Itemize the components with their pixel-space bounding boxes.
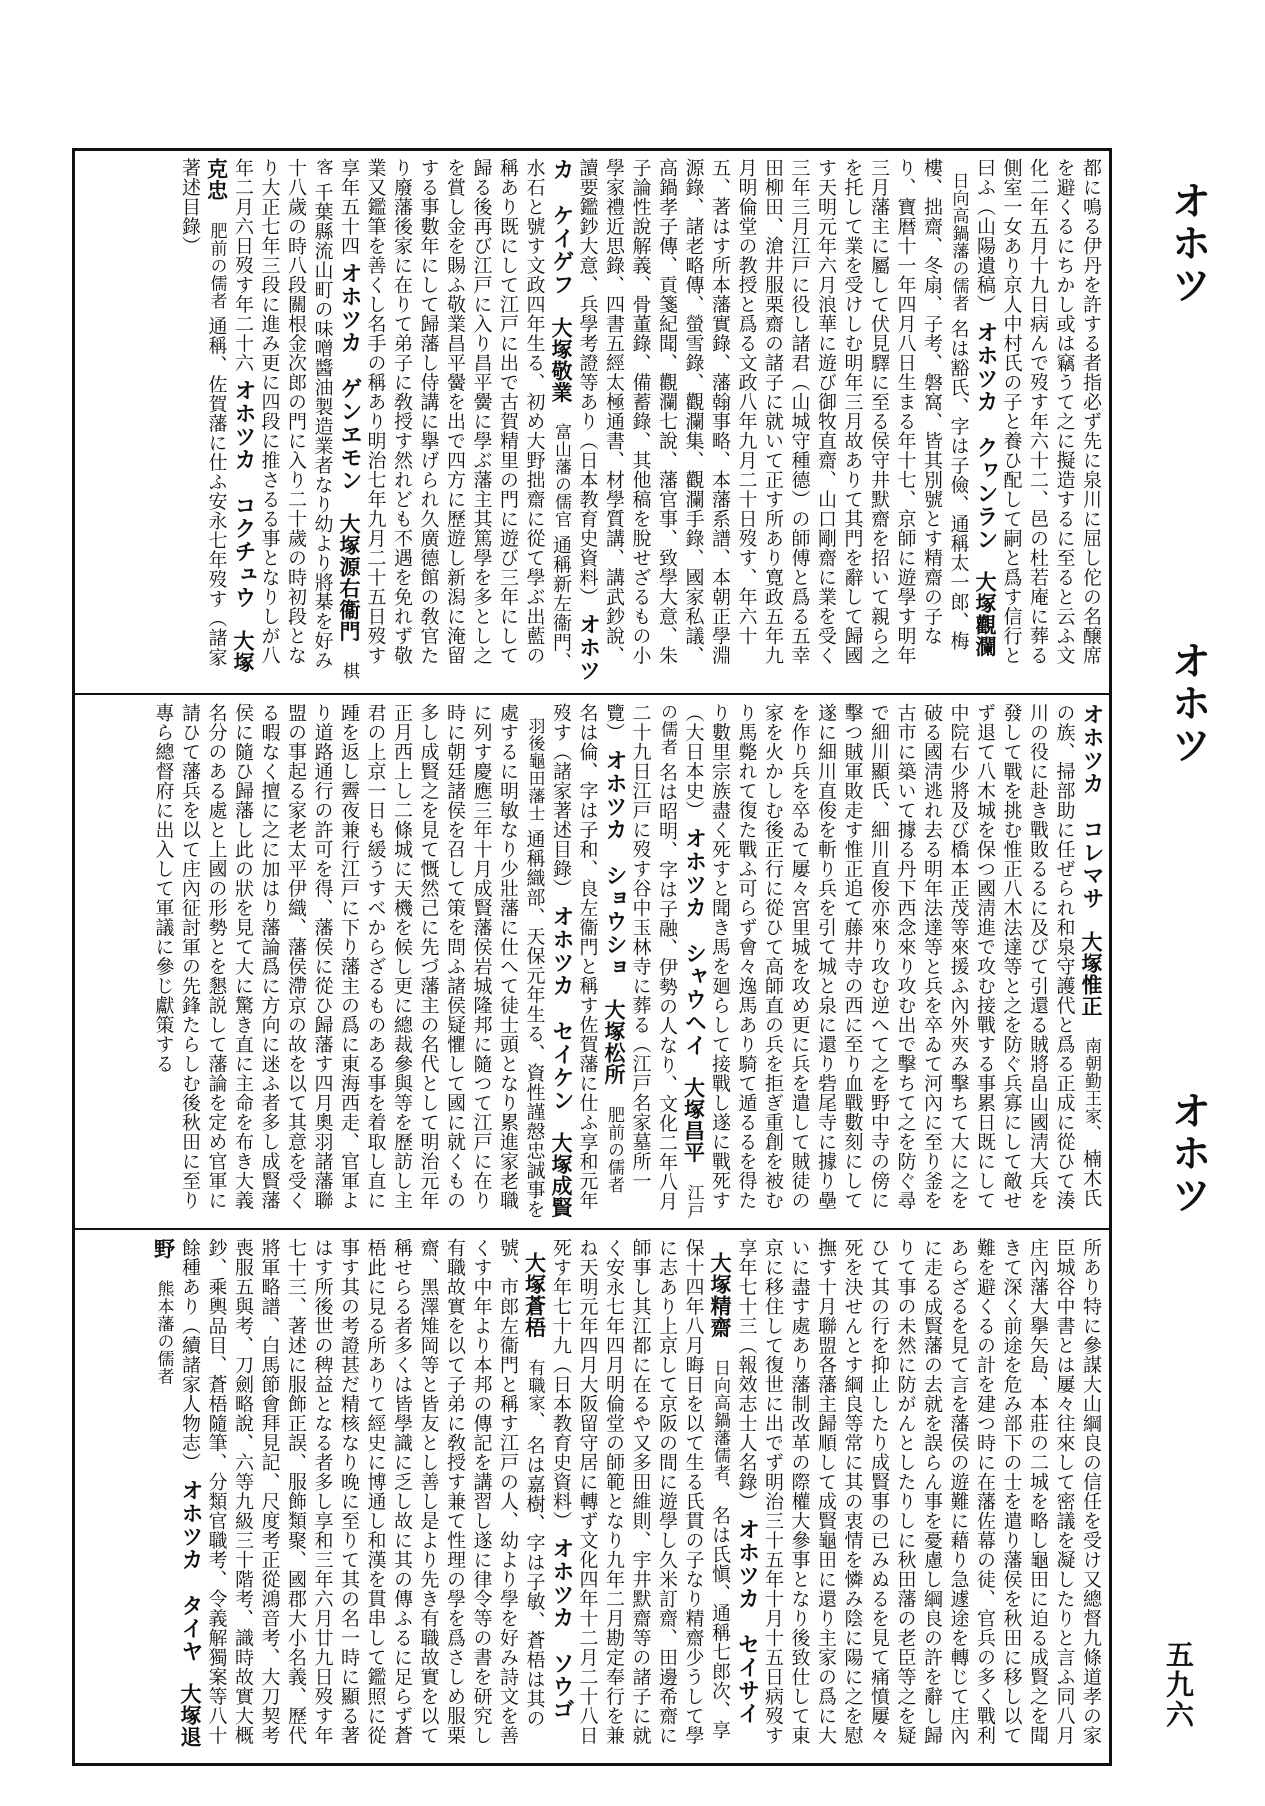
entry-name: 大塚昌平 — [681, 1077, 707, 1164]
entry-heading: オホツカ シャウヘイ — [681, 826, 707, 1057]
entry-text: 名は嘉樹、字は子敏、蒼梧は其の號、市郎左衞門と稱す江戸の人、幼より學を好み詩文を善くす中年より本邦の傳記を講習し遂に律令等の書を研究し有職故實を以て子弟に敎授す兼て性理の學を爲さしめ服栗齋、黑澤雉岡等と皆友とし善し是より先き有職故實を以て稱せらる者多くは皆學識に乏し故に其の傳ふるに足らず蒼梧此に見る所ありて經史に博通し和漢を貫串して鑑照に從事す其の考證甚だ精核なり晚に至りて其の名一時に顯る著はす所後世の稗益となる者多し享和三年六月廿九日歿す年七十三、著述に服飾正誤、服飾類聚、國郡大小名義、歷代將軍略譜、白馬節會拜見記、尺度考正從鴻音考、大刀契考喪服五與考、刀劍略說、六等九級三十階考、識時故實大概鈔、乘輿品目、蒼梧隨筆、分類官職考、令義解獨案等八十餘種あり（續諸家人物志） — [179, 1238, 546, 1745]
entry-text: 名は倫、字は子和、良左衞門と稱す佐賀藩に仕ふ享和元年歿す（諸家著述目錄） — [550, 703, 599, 1210]
entry-name: 大塚克忠 — [204, 158, 256, 673]
entry-heading: オホツカ ゲンヱモン — [337, 262, 362, 493]
entry-origin: 富山藩の儒官 — [551, 423, 571, 529]
entry-koremasa — [683, 703, 1103, 1210]
entry-origin: 日向高鍋藩の儒者 — [948, 172, 969, 312]
entry-text: 名は豁氏、字は子儉、通稱太一郎、梅樓、拙齋、冬扇、子考、磐窩、皆其別號とす精齋の子なり、寶暦十一年四月八日生まる年十七、京師に遊學す明年三月藩主に屬して伏見驛に至る侯守井默齋を招いて親ら之を托して業を受けしむ明年三月故ありて其門を辭して歸國す天明元年六月浪華に遊び御牧直齋、山口剛齋に業を受く三年三月江戸に役し諸君（山城守種德）の師傅と爲る五幸田柳田、滄井服栗齋の諸子に就いて正す所あり寛政五年九月明倫堂の教授と爲る文政八年九月二十日歿す、年六十五、著はす所本藩實錄、藩翰事略、本藩系譜、本朝正學淵源錄、諸老略傳、螢雪錄、觀瀾集、觀瀾手錄、國家私議、高鍋孝子傳、貢箋紀聞、觀瀾七說、藩官事、致學大意、朱子論性說解義、骨董錄、備蓄錄、其他稿を脫せざるもの小學家禮近思錄、四書五經太極通書、材學質講、講武鈔說、讀要鑑鈔大意、兵學考證等あり（日本教育史資料） — [576, 158, 970, 665]
middle-panel — [76, 697, 1108, 1225]
entry-heading: オホツカ セイサイ — [734, 1517, 760, 1725]
entry-heading: オホツカ コレマサ — [1079, 703, 1104, 910]
entry-heading: オホツカ コクチュウ — [231, 379, 256, 610]
entry-heading: オホツカ セイケン — [549, 904, 574, 1112]
entry-origin: 肥前の儒者 — [604, 1105, 624, 1194]
entry-text: 千葉縣流山町の味噌醬油製造業者なり幼より將棊を好み十八歲の時八段關根金次郎の門に入り二十歲の時初段となり大正七年三段に進み更に四段に推さるる事となりしが八年二月六日歿す年二十六 — [232, 158, 334, 670]
running-head-middle: オホツ — [1165, 640, 1211, 766]
entry-seiken — [153, 703, 573, 1219]
entry-name: 大塚觀瀾 — [973, 571, 998, 658]
section-divider-1 — [72, 693, 1112, 695]
top-panel — [76, 152, 1108, 690]
entry-kwanran — [577, 158, 997, 665]
entry-text: 楠木氏の族、掃部助に任ぜられ和泉守護代と爲る正成に從ひて湊川の役に赴き戰敗るるに及びて引還る賊將畠山國淸大兵を發して戰を挑む惟正八木法達等と之を防ぐ兵寡にして敵せず退て八木城を保つ國淸進で攻む接戰する事累日既にして中院右少將及び橋本正茂等來援ふ內外夾み擊ちて大に之を破る國淸逃れ去る明年法達等と兵を卒ゐて河內に至り釜を古市に築いて據る丹下西念來り攻む出で擊ちて之を防ぐ尋で細川顯氏、細川直俊亦來り攻む逆へて之を野中寺の傍に擊つ賊軍敗走す惟正追て藤井寺の西に至り血戰數刻にして遂に細川直俊を斬り兵を引て城と泉に還り砦尾寺に據り壘を作り兵を卒ゐて屢々宮里城を攻め更に兵を遣して賊徒の家を火かしむ後正行に從ひて高師直の兵を拒ぎ重創を被むり馬斃れて復た戰ふ可らず會々逸馬あり騎て遁るるを得たり數里宗族盡く死すと聞き馬を廻らして接戰し遂に戰死す（大日本史） — [682, 703, 1102, 1210]
bottom-lead-text: 所あり特に參謀大山綱良の信任を受け又總督九條道孝の家臣城谷中書とは屢々往來して密議を凝したりと言ふ同八月庄內藩大擧矢島、本莊の二城を略し龜田に迫る成賢之を聞きて深く前途を危み部下の士を遣り藩侯を秋田に移し以て難を避くるの計を建つ時に在藩佐幕の徒、官兵の多く戰利あらざるを見て言を藩侯の遊難に藉り急遽途を轉じて庄內に走る成賢藩の去就を誤らん事を憂慮し綱良の許を辭し歸りて事の未然に防がんとしたりしに秋田藩の老臣等之を疑ひて其の行を抑止したり成賢事の已みぬるを見て痛憤屢々死を決せんとす綱良等常に其の衷情を憐み陰に陽に之を慰撫す十月聯盟各藩主歸順して成賢龜田に還り主家の爲に大いに盡す處あり藩制改革の際權大參事となり後致仕して東京に移住して復世に出でず明治三十五年十月十五日病歿す享年七十三（報效志士人名錄） — [735, 1238, 1102, 1745]
entry-heading: オホツカ ソウゴ — [549, 1537, 574, 1722]
entry-origin: 熊本藩の儒者 — [153, 1280, 174, 1386]
entry-heading: オホツカ タイヤ — [178, 1478, 203, 1663]
entry-origin: 有職家、 — [524, 1358, 545, 1429]
entry-name: 大塚惟正 — [1079, 930, 1104, 1017]
entry-text: 通稱織部、天保元年生る、資性謹慤忠誠事を處するに明敏なり少壯藩に仕へて徒士頭となり累進家老職に列す慶應三年十月成賢藩侯岩城隆邦に隨つて江戸に在り時に朝廷諸侯を召して策を問ふ諸侯疑懼して國に就くもの多し成賢之を見て慨然己に先づ藩主の名代として明治元年正月西上し二條城に天機を候し更に總裁參與等を歷訪し主君の上京一日も緩うすべからざるものある事を着取し直に踵を返し霽夜兼行江戸に下り藩主の爲に東海西走、官軍より道路通行の許可を得、藩侯に從ひ歸藩す四月奧羽諸藩聯盟の事起る家老太平伊織、藩侯滯京の故を以て其意を受くる暇なく擅に之に加はり藩論爲に方向に迷ふ者多し成賢藩侯に隨ひ歸藩し此の狀を見て大に驚き直に主命を布き大義名分のある處と上國の形勢とを懇説して藩論を定め官軍に請ひて藩兵を以て庄內征討軍の先鋒たらしむ後秋田に至り專ら總督府に出入して軍議に參じ獻策する — [152, 703, 546, 1219]
entry-text: 名は氏愼、通稱七郎次、享保十四年八月晦日を以て生る氏貫の子なり精齋少うして學に志あり上京して京阪の間に遊學し久米訂齋、田邊希齋に師事し其江都に在るや又多田維則、宇井默齋等の諸子に就く安永七年四月明倫堂の師範となり九年二月勘定奉行を兼ね天明元年四月大阪留守居に轉ず文化四年十二月二十八日死す年七十九（日本教育史資料） — [550, 1238, 731, 1745]
entry-heading: オホツカ ケイゲフ — [549, 158, 601, 683]
entry-origin: 日向高鍋藩儒者、 — [710, 1358, 730, 1499]
entry-origin: 南朝勤王家、 — [1081, 1037, 1101, 1143]
entry-name: 大塚成賢 — [549, 1132, 574, 1219]
running-head-top: オホツ — [1165, 180, 1211, 306]
section-divider-2 — [72, 1228, 1112, 1230]
entry-origin: 江戸の儒者 — [657, 703, 704, 1219]
entry-name: 大塚退野 — [151, 1238, 203, 1748]
entry-name: 大塚松所 — [602, 999, 627, 1086]
running-head-bottom: オホツ — [1165, 1090, 1211, 1216]
entry-text: 名は昭明、字は子融、伊勢の人なり、文化二年八月二十九日江戸に歿す谷中玉林寺に葬る（江戸名家墓所一覽） — [603, 703, 678, 1211]
bottom-panel — [76, 1232, 1108, 1762]
entry-name: 大塚敬業 — [549, 316, 574, 403]
entry-name: 大塚源右衞門 — [337, 512, 362, 642]
entry-seisai — [550, 1238, 758, 1745]
entry-origin: 肥前の儒者 — [206, 221, 227, 310]
entry-name: 大塚精齋 — [708, 1252, 733, 1338]
page-number: 五九六 — [1162, 1640, 1195, 1730]
entry-origin: 棋客 — [312, 158, 359, 680]
entry-origin: 羽後龜田藩士 — [524, 717, 545, 822]
entry-keigyou — [338, 158, 599, 682]
entry-name: 大塚蒼梧 — [522, 1252, 548, 1338]
entry-heading: オホツカ ショウショ — [602, 748, 627, 979]
top-lead-text: 都に鳴る伊丹を許する者指必ず先に泉川に屈し佗の名醸席を避くるにちかし或は竊うて之に擬造するに至ると云ふ文化二年五月十九日病んで歿す年六十二、邑の杜若庵に葬る側室一女あり京人中村氏の子と養ひ配して嗣と爲す信行と曰ふ（山陽遺稿） — [974, 158, 1102, 665]
entry-sougo — [179, 1238, 572, 1745]
entry-text: 通稱、佐賀藩に仕ふ安永七年歿す（諸家著述目錄） — [179, 158, 228, 667]
entry-heading: オホツカ クヮンラン — [973, 320, 998, 551]
entry-text: 通稱新左衞門、水石と號す文政四年生る、初め大野拙齋に從て學ぶ出藍の稱あり既にして江戸に出で古賀精里の門に遊び三年にして歸る後再び江戸に入り昌平黌に學ぶ藩主其篤學を多とし之を賞し金を賜ふ敬業昌平黌を出で四方に歷遊し新潟に淹留する事數年にして歸藩し侍講に擧げられ久廣德館の敎官たり廢藩後家に在りて弟子に敎授す然れども不遇を免れず敬業又鑑筆を善くし名手の稱あり明治七年九月二十五日歿す享年五十四 — [338, 158, 572, 672]
